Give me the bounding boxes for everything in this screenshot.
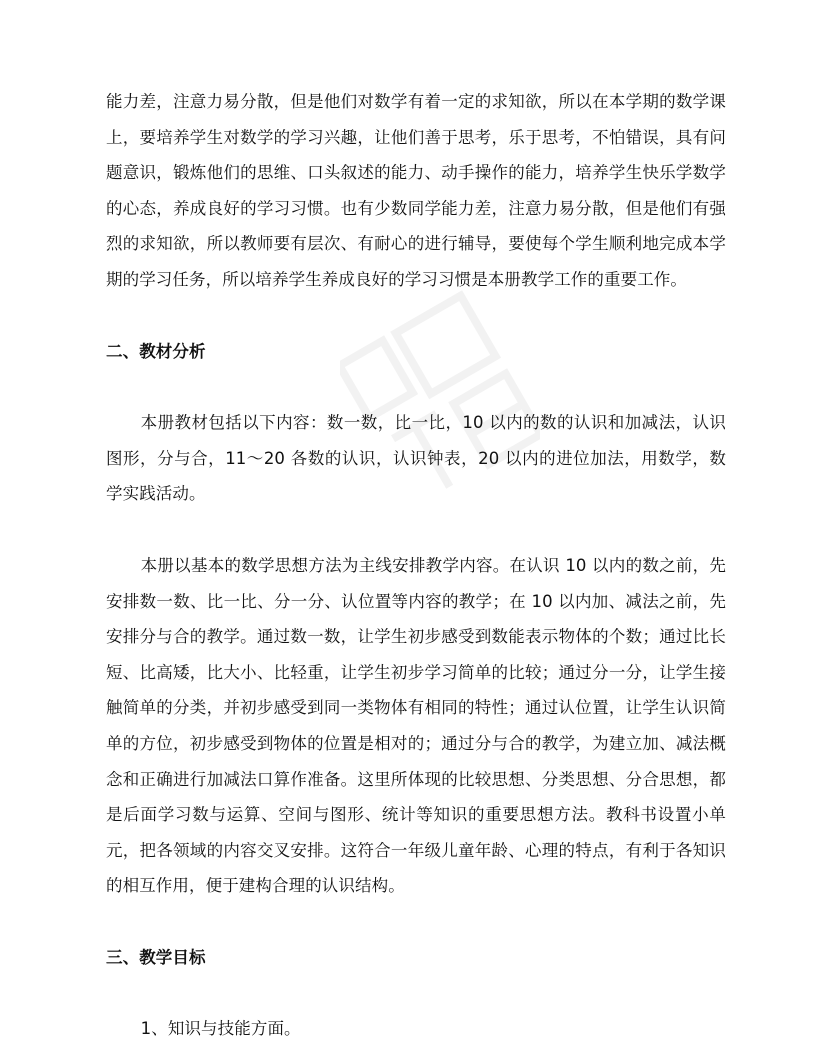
textbook-content-paragraph: 本册教材包括以下内容：数一数，比一比，10 以内的数的认识和加减法，认识图形，分与合，11～20 各数的认识，认识钟表，20 以内的进位加法，用数学，数学实践活动。 xyxy=(106,413,726,504)
textbook-method-paragraph: 本册以基本的数学思想方法为主线安排教学内容。在认识 10 以内的数之前，先安排数一数、比一比、分一分、认位置等内容的教学；在 10 以内加、减法之前，先安排分与合的教学。通过数一数，让学生初步感受到数能表示物体的个数；通过比长短、比高矮，比大小、比轻重，让学生初步学习简单的比较；通过分一分，让学生接触简单的分类，并初步感受到同一类物体有相同的特性；通过认位置，让学生认识简单的方位，初步感受到物体的位置是相对的；通过分与合的教学，为建立加、减法概念和正确进行加减法口算作准备。这里所体现的比较思想、分类思想、分合思想，都是后面学习数与运算、空间与图形、统计等知识的重要思想方法。教科书设置小单元，把各领域的内容交叉安排。这符合一年级儿童年龄、心理的特点，有利于各知识的相互作用，便于建构合理的认识结构。 xyxy=(106,555,726,896)
section-heading-teaching-goals: 三、教学目标 xyxy=(106,947,206,967)
goal-item-knowledge-skills: 1、知识与技能方面。 xyxy=(140,1019,301,1039)
section-heading-textbook-analysis: 二、教材分析 xyxy=(106,341,206,361)
intro-paragraph: 能力差，注意力易分散，但是他们对数学有着一定的求知欲，所以在本学期的数学课上，要培养学生对数学的学习兴趣，让他们善于思考，乐于思考，不怕错误，具有问题意识，锻炼他们的思维、口头叙述的能力、动手操作的能力，培养学生快乐学数学的心态，养成良好的学习习惯。也有少数同学能力差，注意力易分散，但是他们有强烈的求知欲，所以教师要有层次、有耐心的进行辅导，要使每个学生顺利地完成本学期的学习任务，所以培养学生养成良好的学习习惯是本册教学工作的重要工作。 xyxy=(106,92,726,289)
document-body xyxy=(106,84,726,1047)
